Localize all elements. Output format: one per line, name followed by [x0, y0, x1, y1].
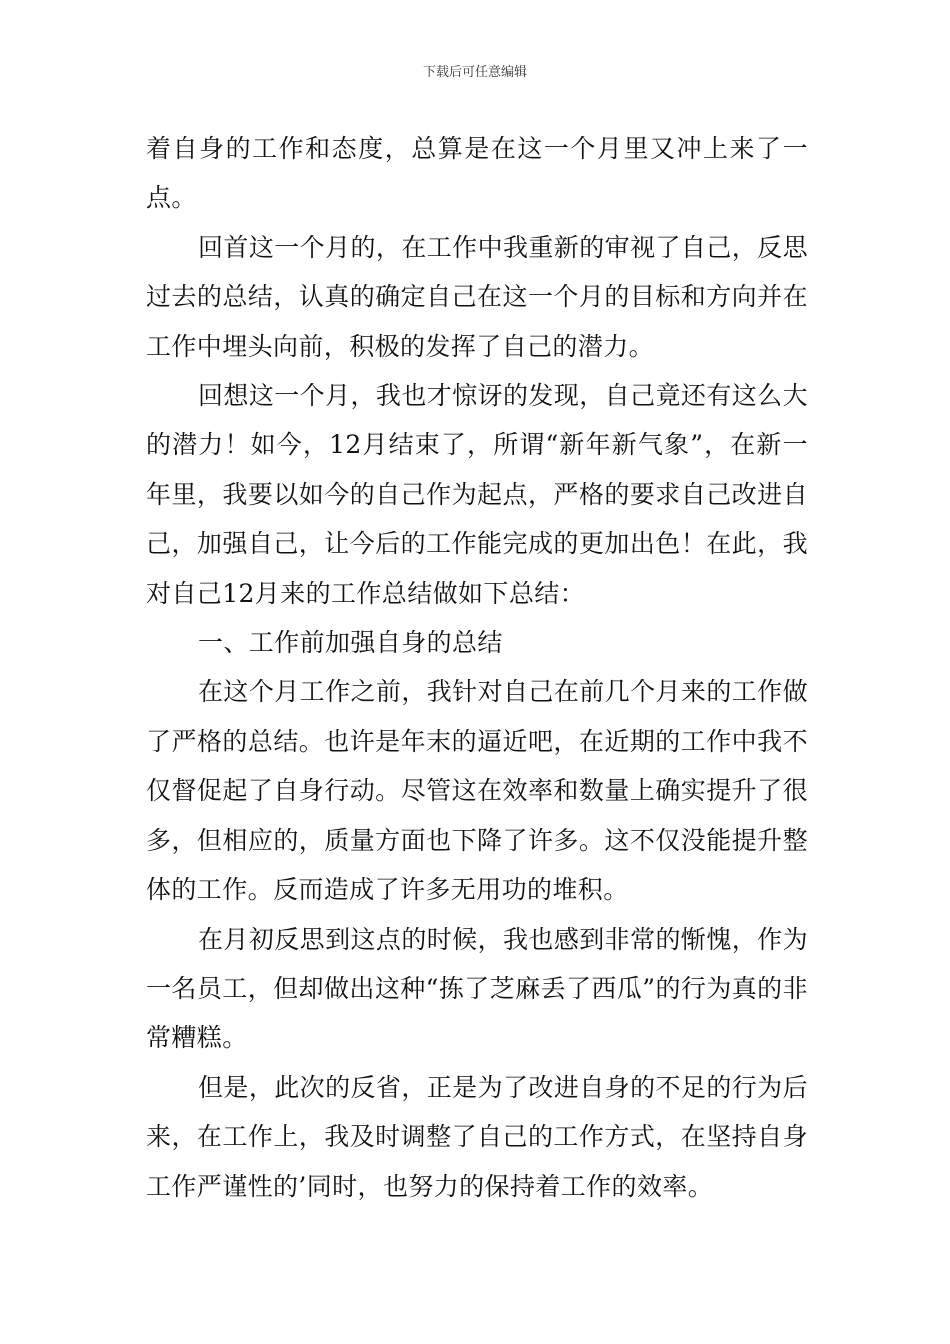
paragraph-3: 回想这一个月，我也才惊讶的发现，自己竟还有这么大的潜力！如今，12月结束了，所谓“新年新气象”，在新一年里，我要以如今的自己作为起点，严格的要求自己改进自己，加强自己，让今后的工作能完成的更加出色！在此，我对自己12月来的工作总结做如下总结：: [146, 381, 808, 608]
document-body: [146, 124, 808, 1211]
section-heading-1: 一、工作前加强自身的总结: [198, 628, 503, 658]
paragraph-4: 在这个月工作之前，我针对自己在前几个月来的工作做了严格的总结。也许是年末的逼近吧，在近期的工作中我不仅督促起了自身行动。尽管这在效率和数量上确实提升了很多，但相应的，质量方面也下降了许多。这不仅没能提升整体的工作。反而造成了许多无用功的堆积。: [146, 677, 808, 905]
paragraph-5: 在月初反思到这点的时候，我也感到非常的惭愧，作为一名员工，但却做出这种“拣了芝麻丢了西瓜”的行为真的非常糟糕。: [146, 924, 808, 1053]
paragraph-1: 着自身的工作和态度，总算是在这一个月里又冲上来了一点。: [146, 134, 808, 213]
paragraph-6: 但是，此次的反省，正是为了改进自身的不足的行为后来，在工作上，我及时调整了自己的工作方式，在坚持自身工作严谨性的’同时，也努力的保持着工作的效率。: [146, 1072, 808, 1201]
paragraph-2: 回首这一个月的，在工作中我重新的审视了自己，反思过去的总结，认真的确定自己在这一个月的目标和方向并在工作中埋头向前，积极的发挥了自己的潜力。: [146, 232, 808, 361]
page-header-note: 下载后可任意编辑: [422, 65, 527, 80]
